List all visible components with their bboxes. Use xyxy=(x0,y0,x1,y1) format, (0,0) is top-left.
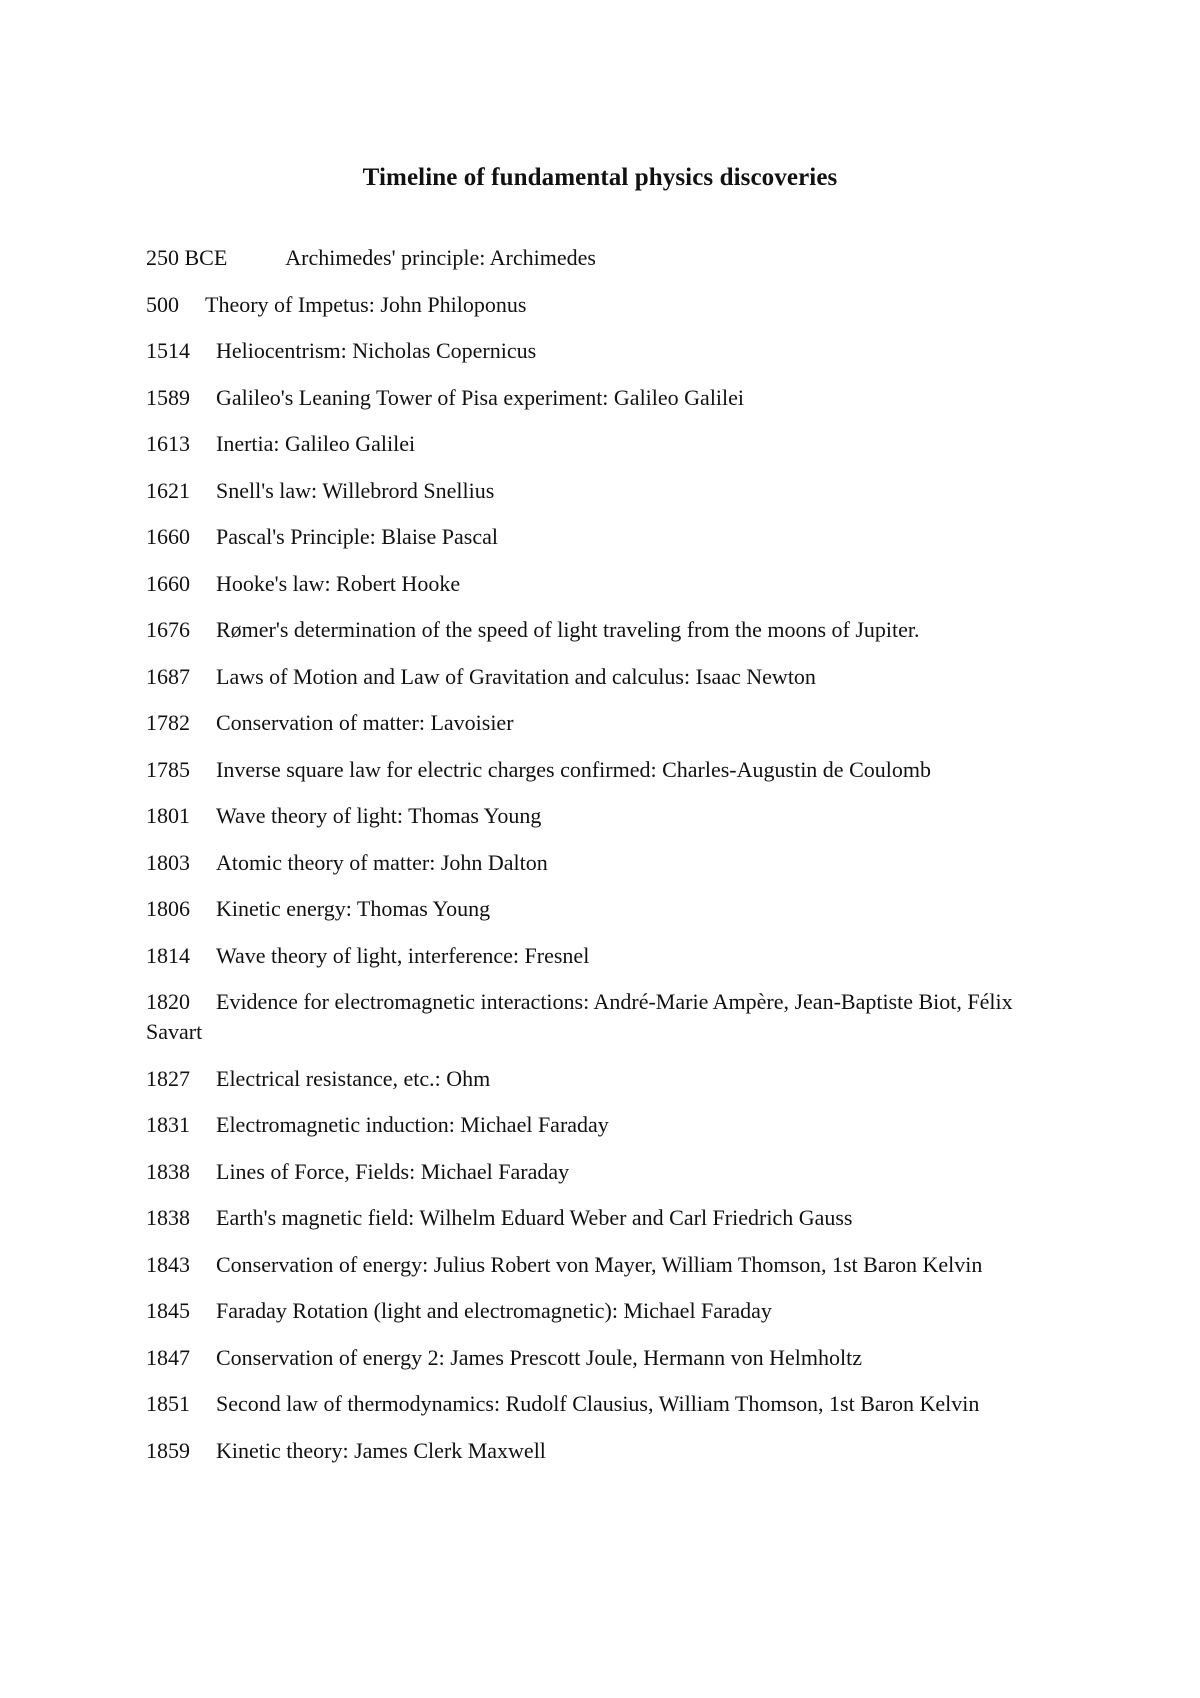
entry-year: 1687 xyxy=(146,663,190,689)
entry-year: 1814 xyxy=(146,942,190,968)
timeline-entry xyxy=(146,755,1066,785)
entry-description: Hooke's law: Robert Hooke xyxy=(216,570,461,596)
entry-year: 1838 xyxy=(146,1158,190,1184)
timeline-entry xyxy=(146,1250,1066,1280)
entry-description: Atomic theory of matter: John Dalton xyxy=(216,849,548,875)
page-title: Timeline of fundamental physics discoveries xyxy=(362,163,838,191)
entry-year: 1803 xyxy=(146,849,190,875)
timeline-entry xyxy=(146,1157,1066,1187)
entry-description: Theory of Impetus: John Philoponus xyxy=(205,291,527,317)
entry-year: 1806 xyxy=(146,896,190,921)
entry-year: 1859 xyxy=(146,1437,190,1463)
entry-year: 1514 xyxy=(146,338,190,363)
entry-year: 1589 xyxy=(146,384,190,410)
timeline-entry xyxy=(146,848,1066,878)
timeline-entry xyxy=(146,662,1066,692)
entry-description: Wave theory of light: Thomas Young xyxy=(216,803,542,828)
entry-description: Conservation of energy 2: James Prescott Joule, Hermann von Helmholtz xyxy=(216,1344,863,1370)
entry-year: 1801 xyxy=(146,803,190,828)
entry-description: Lines of Force, Fields: Michael Faraday xyxy=(216,1158,570,1184)
timeline-entry xyxy=(146,429,1066,459)
timeline-entry xyxy=(146,615,1066,645)
entry-year: 1831 xyxy=(146,1112,190,1137)
entry-description: Kinetic energy: Thomas Young xyxy=(216,896,491,921)
timeline-entry xyxy=(146,941,1066,971)
timeline-entry xyxy=(146,1203,1066,1233)
entry-year: 1820 xyxy=(146,989,190,1014)
entry-year: 1621 xyxy=(146,477,190,503)
entry-description: Laws of Motion and Law of Gravitation and calculus: Isaac Newton xyxy=(216,663,816,689)
timeline-entry xyxy=(146,1110,1066,1140)
entry-description: Conservation of matter: Lavoisier xyxy=(216,710,514,735)
entry-description: Faraday Rotation (light and electromagnetic): Michael Faraday xyxy=(216,1298,772,1323)
entry-year: 250 BCE xyxy=(146,245,228,270)
entry-description: Snell's law: Willebrord Snellius xyxy=(216,477,495,503)
entry-year: 1782 xyxy=(146,710,190,735)
entry-description: Inverse square law for electric charges confirmed: Charles-Augustin de Coulomb xyxy=(216,756,931,782)
entry-description: Galileo's Leaning Tower of Pisa experiment: Galileo Galilei xyxy=(216,384,745,410)
entry-year: 1785 xyxy=(146,756,190,782)
timeline-entry xyxy=(146,290,1066,320)
timeline-entry xyxy=(146,243,1066,273)
entry-description: Conservation of energy: Julius Robert von Mayer, William Thomson, 1st Baron Kelvin xyxy=(216,1251,983,1277)
timeline-entry xyxy=(146,569,1066,599)
timeline-entry xyxy=(146,383,1066,413)
entry-year: 1851 xyxy=(146,1391,190,1416)
entry-description: Second law of thermodynamics: Rudolf Clausius, William Thomson, 1st Baron Kelvin xyxy=(216,1391,980,1416)
entry-description: Inertia: Galileo Galilei xyxy=(216,431,416,456)
entry-description: Electrical resistance, etc.: Ohm xyxy=(216,1065,491,1091)
entry-description: Electromagnetic induction: Michael Faraday xyxy=(216,1112,609,1137)
timeline-entry xyxy=(146,476,1066,506)
entry-year: 1676 xyxy=(146,617,190,642)
entry-description: Rømer's determination of the speed of light traveling from the moons of Jupiter. xyxy=(216,617,920,642)
entry-year: 1827 xyxy=(146,1065,190,1091)
entry-year: 1843 xyxy=(146,1251,190,1277)
timeline-entry xyxy=(146,708,1066,738)
entry-description: Evidence for electromagnetic interactions: André-Marie Ampère, Jean-Baptiste Biot, Félix Savart xyxy=(146,989,1013,1044)
entry-year: 1845 xyxy=(146,1298,190,1323)
timeline-entry xyxy=(146,336,1066,366)
entry-year: 1613 xyxy=(146,431,190,456)
entry-description: Archimedes' principle: Archimedes xyxy=(285,245,596,270)
entry-year: 500 xyxy=(146,291,179,317)
timeline-entry xyxy=(146,522,1066,552)
entry-description: Pascal's Principle: Blaise Pascal xyxy=(216,524,498,549)
timeline-list xyxy=(146,243,1066,1482)
timeline-entry xyxy=(146,1296,1066,1326)
timeline-entry xyxy=(146,987,1066,1047)
timeline-entry xyxy=(146,894,1066,924)
entry-description: Heliocentrism: Nicholas Copernicus xyxy=(216,338,537,363)
timeline-entry xyxy=(146,1389,1066,1419)
entry-year: 1838 xyxy=(146,1205,190,1230)
entry-description: Kinetic theory: James Clerk Maxwell xyxy=(216,1437,546,1463)
entry-description: Wave theory of light, interference: Fresnel xyxy=(216,942,590,968)
timeline-entry xyxy=(146,1343,1066,1373)
entry-year: 1660 xyxy=(146,570,190,596)
entry-description: Earth's magnetic field: Wilhelm Eduard Weber and Carl Friedrich Gauss xyxy=(216,1205,853,1230)
entry-year: 1847 xyxy=(146,1344,190,1370)
timeline-entry xyxy=(146,1064,1066,1094)
timeline-entry xyxy=(146,801,1066,831)
timeline-entry xyxy=(146,1436,1066,1466)
entry-year: 1660 xyxy=(146,524,190,549)
